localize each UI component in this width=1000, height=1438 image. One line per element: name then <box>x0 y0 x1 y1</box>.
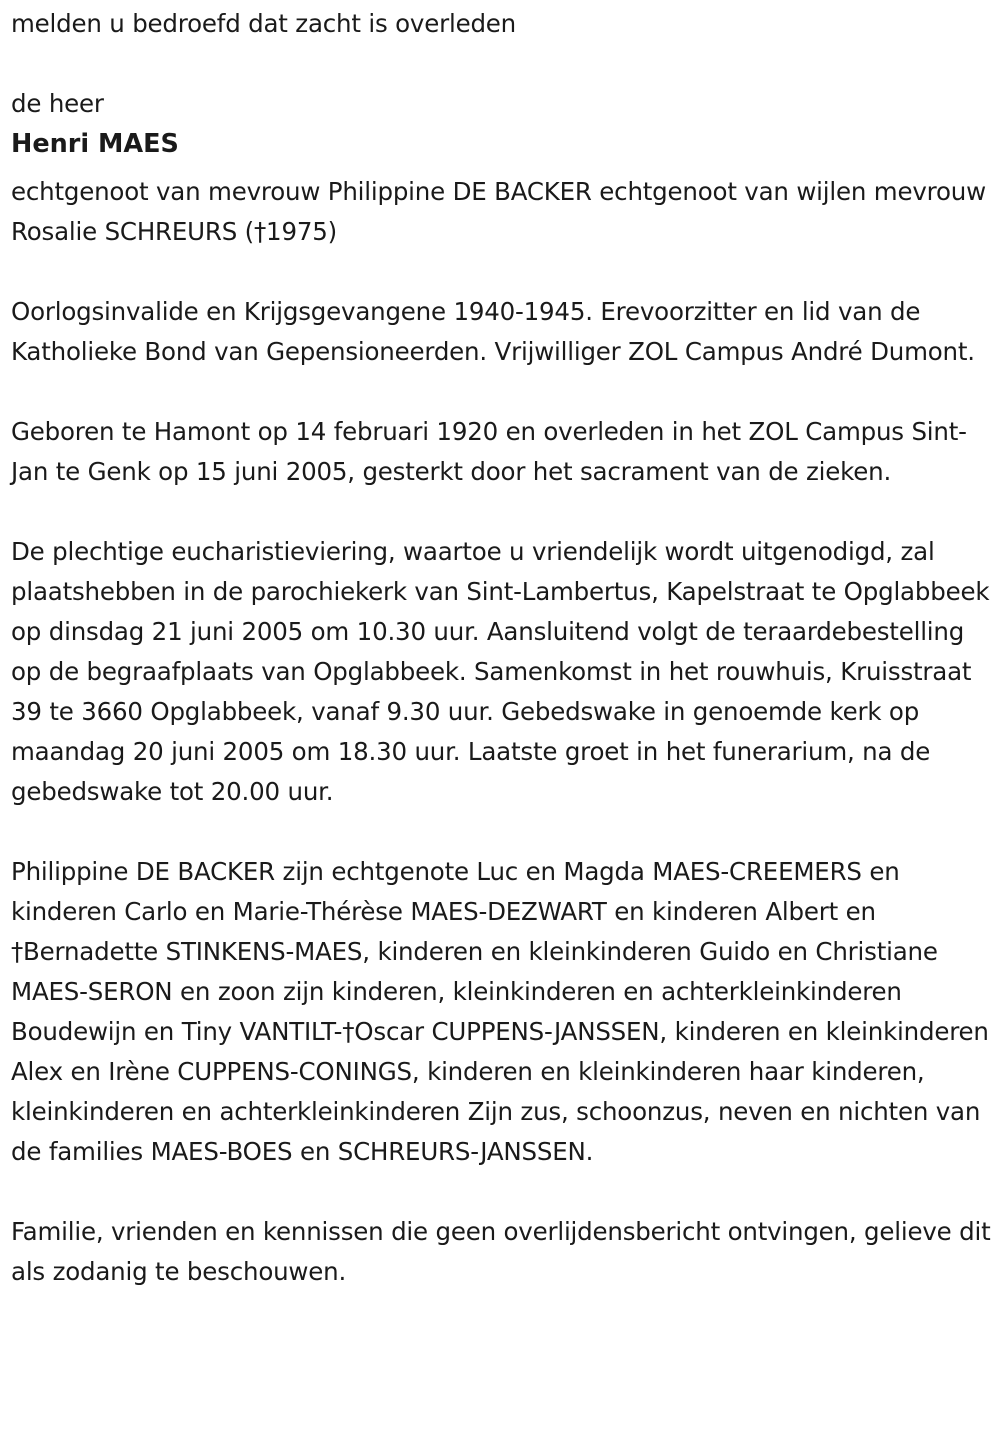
service-paragraph: De plechtige eucharistieviering, waartoe u vriendelijk wordt uitgenodigd, zal plaatshebben in de parochiekerk van Sint-Lambertus, Kapelstraat te Opglabbeek op dinsdag 21 juni 2005 om 10.30 uur. Aansluitend volgt de teraardebestelling op de begraafplaats van Opglabbeek. Samenkomst in het rouwhuis, Kruisstraat 39 te 3660 Opglabbeek, vanaf 9.30 uur. Gebedswake in genoemde kerk op maandag 20 juni 2005 om 18.30 uur. Laatste groet in het funerarium, na de gebedswake tot 20.00 uur. <box>11 537 990 806</box>
intro-line: melden u bedroefd dat zacht is overleden <box>11 9 516 38</box>
obituary-notice <box>11 4 996 1292</box>
family-paragraph: Philippine DE BACKER zijn echtgenote Luc en Magda MAES-CREEMERS en kinderen Carlo en Marie-Thérèse MAES-DEZWART en kinderen Albert en †Bernadette STINKENS-MAES, kinderen en kleinkinderen Guido en Christiane MAES-SERON en zoon zijn kinderen, kleinkinderen en achterkleinkinderen Boudewijn en Tiny VANTILT-†Oscar CUPPENS-JANSSEN, kinderen en kleinkinderen Alex en Irène CUPPENS-CONINGS, kinderen en kleinkinderen haar kinderen, kleinkinderen en achterkleinkinderen Zijn zus, schoonzus, neven en nichten van de families MAES-BOES en SCHREURS-JANSSEN. <box>11 857 989 1166</box>
deceased-name: Henri MAES <box>11 129 179 159</box>
salutation: de heer <box>11 89 104 118</box>
spouse-paragraph: echtgenoot van mevrouw Philippine DE BACKER echtgenoot van wijlen mevrouw Rosalie SCHREURS (†1975) <box>11 177 986 246</box>
closing-paragraph: Familie, vrienden en kennissen die geen overlijdensbericht ontvingen, gelieve dit als zodanig te beschouwen. <box>11 1217 991 1286</box>
birth-death-paragraph: Geboren te Hamont op 14 februari 1920 en overleden in het ZOL Campus Sint-Jan te Genk op 15 juni 2005, gesterkt door het sacrament van de zieken. <box>11 417 967 486</box>
titles-paragraph: Oorlogsinvalide en Krijgsgevangene 1940-1945. Erevoorzitter en lid van de Katholieke Bond van Gepensioneerden. Vrijwilliger ZOL Campus André Dumont. <box>11 297 975 366</box>
